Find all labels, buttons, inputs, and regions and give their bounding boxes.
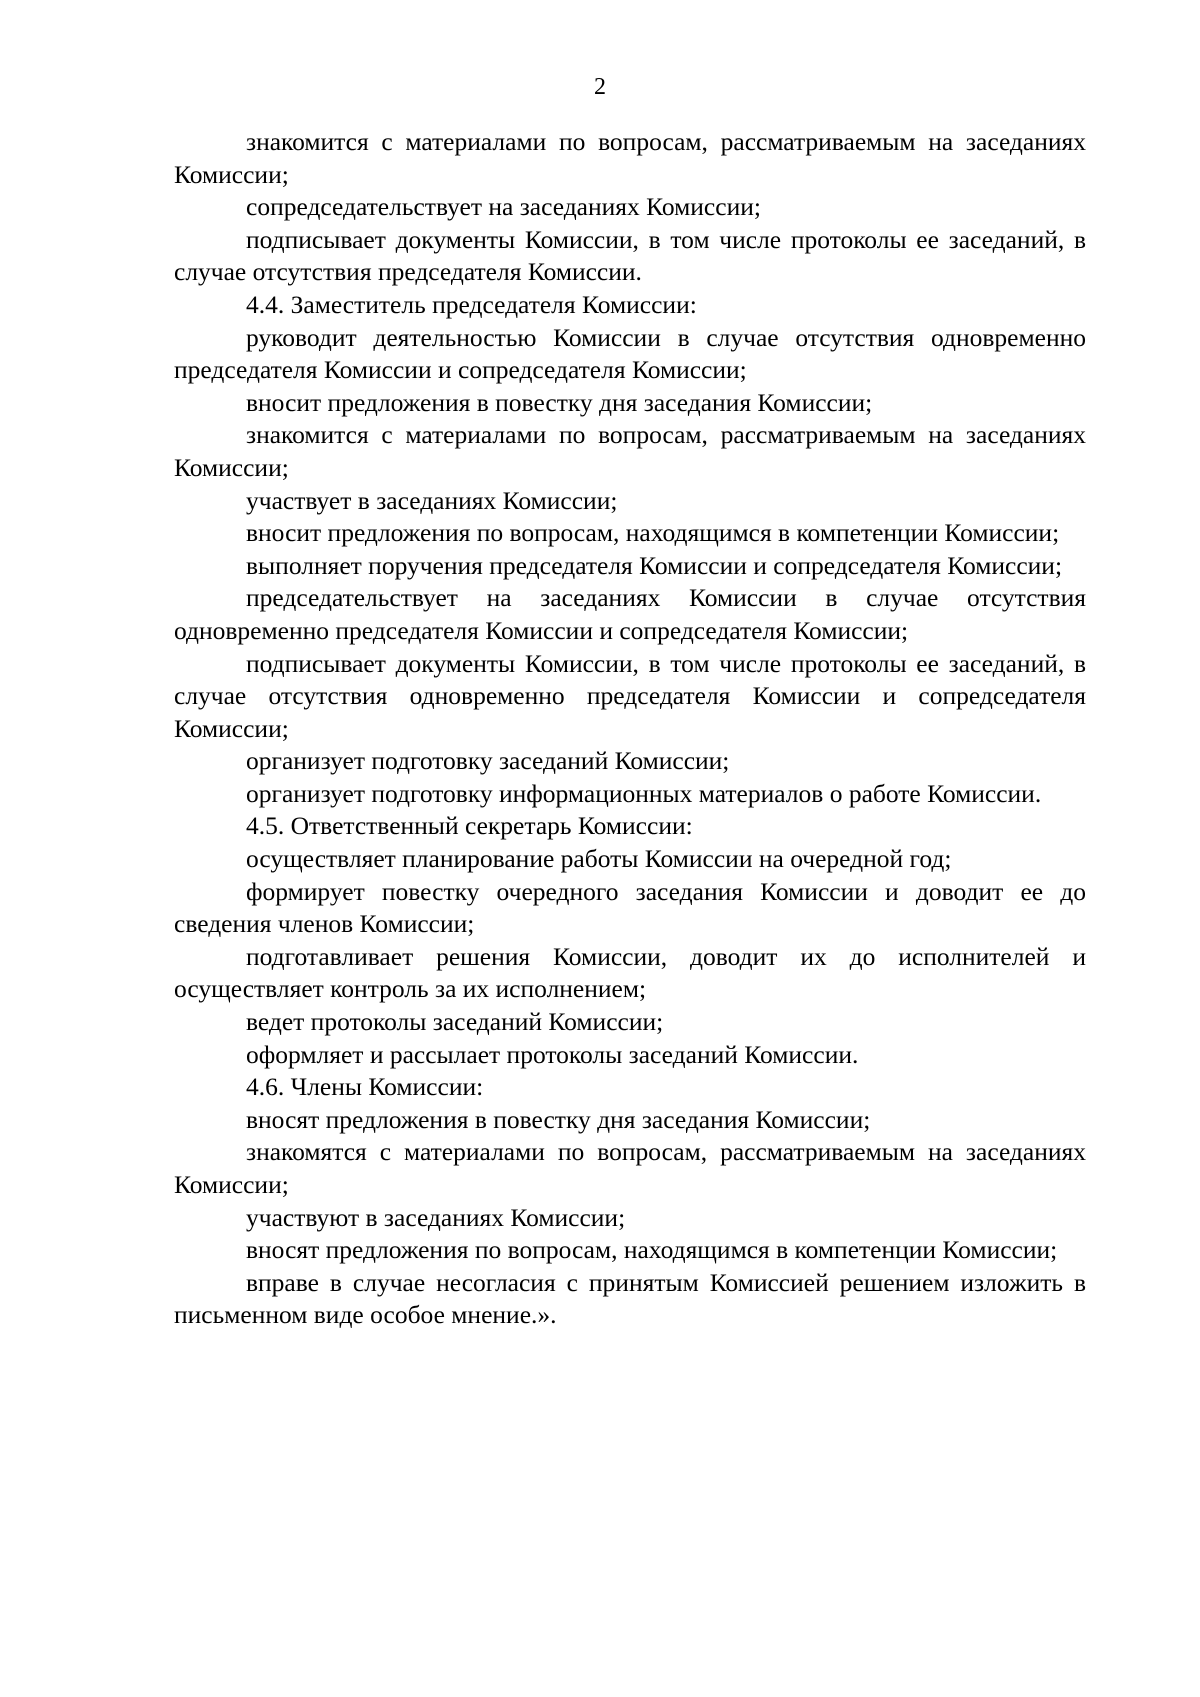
section-heading: 4.6. Члены Комиссии: <box>246 1072 484 1102</box>
paragraph: организует подготовку информационных материалов о работе Комиссии. <box>246 778 1042 808</box>
paragraph: знакомятся с материалами по вопросам, рассматриваемым на заседаниях Комиссии; <box>174 1137 1086 1199</box>
paragraph: организует подготовку заседаний Комиссии; <box>246 746 730 776</box>
section-heading: 4.4. Заместитель председателя Комиссии: <box>246 289 697 319</box>
paragraph: подписывает документы Комиссии, в том числе протоколы ее заседаний, в случае отсутствия одновременно председателя Комиссии и сопредседателя Комиссии; <box>174 648 1086 743</box>
paragraph: ведет протоколы заседаний Комиссии; <box>246 1007 664 1037</box>
paragraph: вправе в случае несогласия с принятым Комиссией решением изложить в письменном виде особое мнение.». <box>174 1267 1086 1330</box>
section-heading: 4.5. Ответственный секретарь Комиссии: <box>246 811 693 841</box>
paragraph: выполняет поручения председателя Комиссии и сопредседателя Комиссии; <box>246 550 1063 580</box>
paragraph: вносит предложения по вопросам, находящимся в компетенции Комиссии; <box>246 518 1060 548</box>
paragraph: руководит деятельностью Комиссии в случае отсутствия одновременно председателя Комиссии и сопредседателя Комиссии; <box>174 322 1086 385</box>
paragraph: знакомится с материалами по вопросам, рассматриваемым на заседаниях Комиссии; <box>174 127 1086 189</box>
paragraph: сопредседательствует на заседаниях Комиссии; <box>246 192 761 222</box>
paragraph: подписывает документы Комиссии, в том числе протоколы ее заседаний, в случае отсутствия председателя Комиссии. <box>174 224 1086 287</box>
paragraph: вносят предложения в повестку дня заседания Комиссии; <box>246 1104 871 1134</box>
paragraph: знакомится с материалами по вопросам, рассматриваемым на заседаниях Комиссии; <box>174 420 1086 482</box>
paragraph: участвуют в заседаниях Комиссии; <box>246 1202 626 1232</box>
paragraph: оформляет и рассылает протоколы заседаний Комиссии. <box>246 1039 859 1069</box>
page-number: 2 <box>594 74 606 100</box>
paragraph: формирует повестку очередного заседания Комиссии и доводит ее до сведения членов Комиссии; <box>174 876 1086 939</box>
paragraph: председательствует на заседаниях Комиссии в случае отсутствия одновременно председателя Комиссии и сопредседателя Комиссии; <box>174 583 1086 645</box>
paragraph: вносит предложения в повестку дня заседания Комиссии; <box>246 387 873 417</box>
paragraph: осуществляет планирование работы Комиссии на очередной год; <box>246 844 952 874</box>
paragraph: вносят предложения по вопросам, находящимся в компетенции Комиссии; <box>246 1235 1058 1265</box>
document-body <box>174 126 1086 1332</box>
paragraph: участвует в заседаниях Комиссии; <box>246 485 618 515</box>
paragraph: подготавливает решения Комиссии, доводит их до исполнителей и осуществляет контроль за их исполнением; <box>174 941 1086 1004</box>
